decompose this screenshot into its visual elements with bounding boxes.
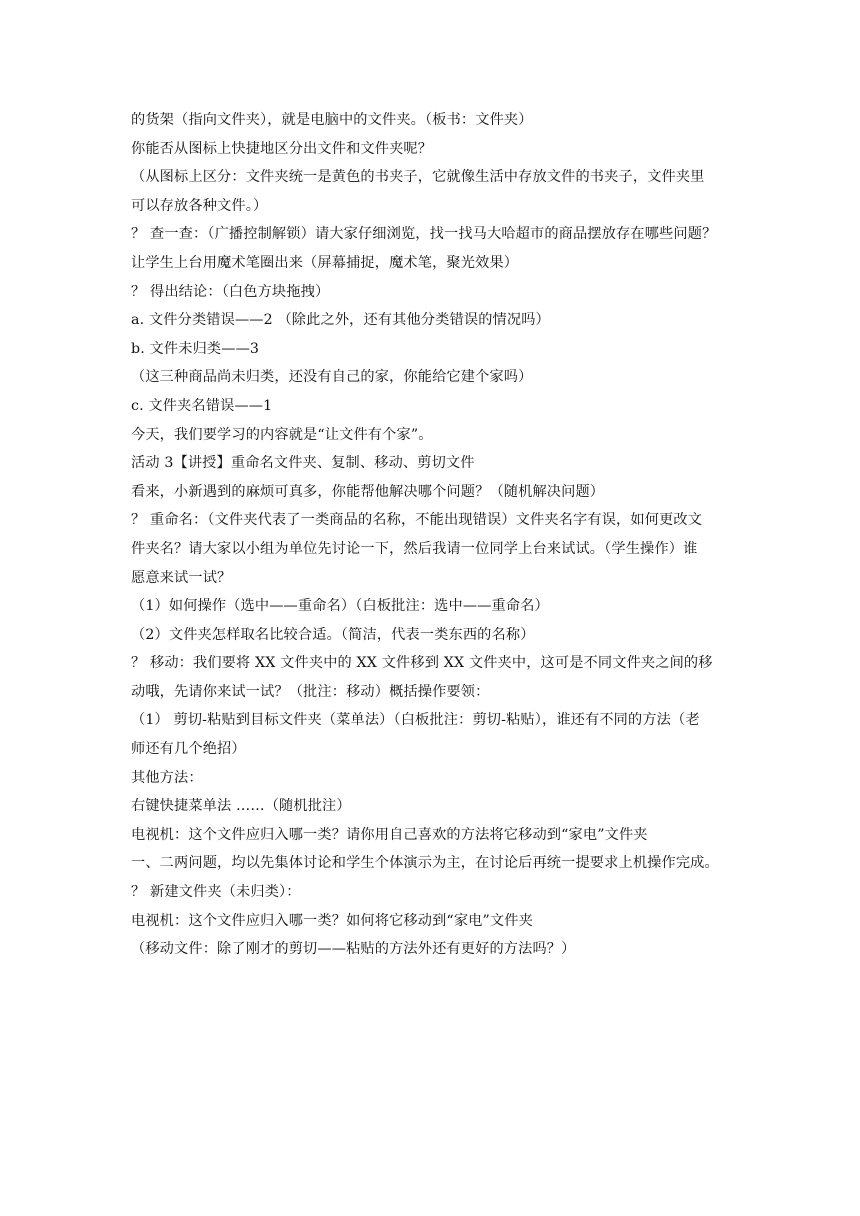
text-line: （2）文件夹怎样取名比较合适。（简洁，代表一类东西的名称） <box>131 626 535 643</box>
text-line: ？ 移动：我们要将 XX 文件夹中的 XX 文件移到 XX 文件夹中，这可是不同文件夹之间的移 <box>131 655 713 672</box>
text-line: 一、二两问题，均以先集体讨论和学生个体演示为主，在讨论后再统一提要求上机操作完成。 <box>131 855 719 872</box>
text-line: 今天，我们要学习的内容就是“让文件有个家”。 <box>131 426 433 443</box>
text-line: 动哦，先请你来试一试？（批注：移动）概括操作要领： <box>131 683 490 700</box>
text-line: （从图标上区分：文件夹统一是黄色的书夹子，它就像生活中存放文件的书夹子，文件夹里 <box>131 169 705 186</box>
text-line: （移动文件：除了刚才的剪切——粘贴的方法外还有更好的方法吗？） <box>131 941 576 958</box>
text-line: （1）如何操作（选中——重命名）（白板批注：选中——重命名） <box>131 598 549 615</box>
text-line: 件夹名？请大家以小组为单位先讨论一下，然后我请一位同学上台来试试。（学生操作）谁 <box>131 540 698 557</box>
text-line: 可以存放各种文件。） <box>131 197 268 214</box>
text-line: ？ 得出结论：（白色方块拖拽） <box>131 283 330 300</box>
document-body <box>131 106 735 964</box>
text-line: 愿意来试一试？ <box>131 569 232 586</box>
text-line: ？ 新建文件夹（未归类）： <box>131 884 301 901</box>
text-line: （1） 剪切-粘贴到目标文件夹（菜单法）（白板批注：剪切-粘贴），谁还有不同的方法（老 <box>131 712 700 729</box>
text-line: 的货架（指向文件夹），就是电脑中的文件夹。（板书：文件夹） <box>131 112 533 128</box>
text-line: ？ 查一查：（广播控制解锁）请大家仔细浏览，找一找马大哈超市的商品摆放存在哪些问题？ <box>131 226 717 243</box>
text-line: 右键快捷菜单法 ……（随机批注） <box>131 798 351 815</box>
text-line: 电视机：这个文件应归入哪一类？请你用自己喜欢的方法将它移动到“家电”文件夹 <box>131 826 648 843</box>
text-line: a. 文件分类错误——2 （除此之外，还有其他分类错误的情况吗） <box>131 312 550 329</box>
text-line: 电视机：这个文件应归入哪一类？如何将它移动到“家电”文件夹 <box>131 912 533 929</box>
section-heading: 活动 3【讲授】重命名文件夹、复制、移动、剪切文件 <box>131 455 475 472</box>
text-line: 师还有几个绝招） <box>131 741 246 758</box>
text-line: ？ 重命名：（文件夹代表了一类商品的名称，不能出现错误）文件夹名字有误，如何更改文 <box>131 512 703 529</box>
text-line: b. 文件未归类——3 <box>131 340 260 357</box>
text-line: c. 文件夹名错误——1 <box>131 397 273 414</box>
text-line: （这三种商品尚未归类，还没有自己的家，你能给它建个家吗） <box>131 369 533 386</box>
text-line: 其他方法： <box>131 769 203 786</box>
text-line: 看来，小新遇到的麻烦可真多，你能帮他解决哪个问题？（随机解决问题） <box>131 483 605 500</box>
text-line: 你能否从图标上快捷地区分出文件和文件夹呢？ <box>131 140 433 157</box>
text-line: 让学生上台用魔术笔圈出来（屏幕捕捉，魔术笔，聚光效果） <box>131 254 519 271</box>
